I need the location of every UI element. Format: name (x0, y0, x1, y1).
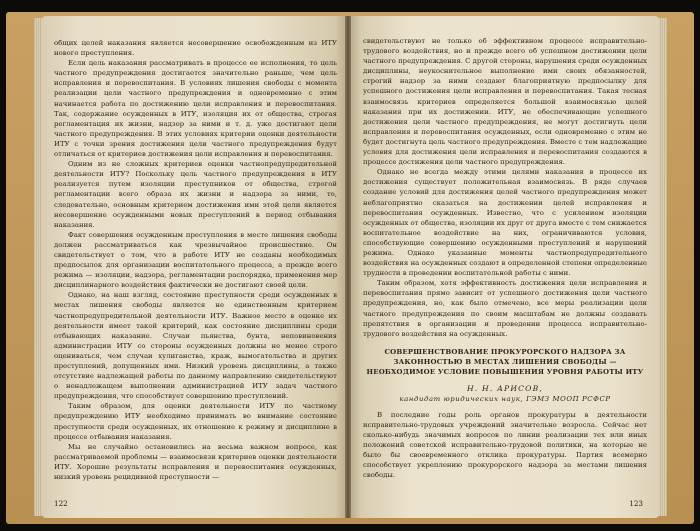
paragraph: свидетельствуют не только об эффективном процессе исправительно-трудового воздействия, но и прежде всего об успешном достижении цели частного предупреждения. С другой стороны, нарушения среди осужденных дисциплины, неукоснительное выполнение ими своих обязанностей, строгий надзор за ними создают благоприятную предпосылку для успешного достижения цели исправления и перевоспитания. Такая тесная взаимосвязь критериев определяется большой взаимосвязью целей наказания при их достижении. ИТУ, не обеспечивающие успешного достижения цели частного предупреждения, не могут достигнуть цели исправления и перевоспитания осужденных, если одновременно с этим не будет достигнута цель частного предупреждения. Вместе с тем надлежащие условия для достижения цели исправления и перевоспитания создаются в процессе достижения цели частного предупреждения. (363, 37, 647, 167)
article-heading: СОВЕРШЕНСТВОВАНИЕ ПРОКУРОРСКОГО НАДЗОРА ЗА ЗАКОННОСТЬЮ В МЕСТАХ ЛИШЕНИЯ СВОБОДЫ — НЕОБХОДИМОЕ УСЛОВИЕ ПОВЫШЕНИЯ УРОВНЯ РАБОТЫ ИТУ (366, 347, 644, 376)
left-page (42, 16, 347, 518)
paragraph: Одним из не сложных критериев оценки частнопредупредительной деятельности ИТУ? Поскольку цель частного предупреждения в ИТУ реализуется путем изоляции преступников от общества, строгой регламентации всего образа их жизни и надзора за ними, то, следовательно, основным критерием достижения ими этой цели является несовершение осужденными новых преступлений в период отбывания наказания. (54, 160, 337, 229)
paragraph: В последние годы роль органов прокуратуры в деятельности исправительно-трудовых учреждений значительно возросла. Сейчас нет сколько-нибудь значимых вопросов по линии реализации тех или иных положений советской исправительно-трудовой политики, на которые не было бы своевременного отклика прокуратуры. Партия всемерно способствует укреплению прокурорского надзора за местами лишения свободы. (363, 410, 647, 480)
right-page (349, 16, 659, 518)
author-affiliation: кандидат юридических наук, ГЭМЗ МООП РСФСР (399, 394, 611, 403)
paragraph: Мы не случайно остановились на весьма важном вопросе, как рассматриваемой проблемы — взаимосвязи критериев оценки деятельности ИТУ. Хорошие результаты исправления и перевоспитания осужденных, низкий уровень рецидивной преступности — (54, 442, 337, 482)
paragraph: Факт совершения осужденным преступления в месте лишения свободы должен рассматриваться как чрезвычайное происшествие. Он свидетельствует о том, что в работе ИТУ не созданы необходимых предпосылок для организации воспитательного процесса, а прежде всего режима — изоляции, надзора, регламентации распорядка, применения мер дисциплинарного воздействия фактически не достигают своей цели. (54, 230, 337, 290)
paragraph: Если цель наказания рассматривать в процессе ее исполнения, то цель частного предупреждения достигается значительно раньше, чем цель исправления и перевоспитания. В условиях лишения свободы с момента реализации цели частного предупреждения и одновременно с этим начинается работа по достижению цели исправления и перевоспитания. Так, содержание осужденных в ИТУ, изоляция их от общества, строгая регламентация их жизни, надзор за ними и т. д. уже достигают цели частного предупреждения. В этих условиях критерии оценки деятельности ИТУ с точки зрения достижения цели частного предупреждения будут отличаться от критериев достижения цели исправления и перевоспитания. (54, 59, 337, 159)
right-page-number: 123 (629, 499, 643, 508)
paragraph: Таким образом, для оценки деятельности ИТУ по частному предупреждению ИТУ необходимо принимать во внимание состояние преступности среди осужденных, их отношение к режиму и дисциплине в процессе отбывания наказания. (54, 402, 337, 441)
book-gutter (345, 16, 351, 518)
left-page-number: 122 (54, 499, 68, 508)
article-author: Н. Н. АРИСОВ, (466, 383, 543, 393)
paragraph: Таким образом, хотя эффективность достижения цели исправления и перевоспитания прямо зависит от успешного достижения цели частного предупреждения, но, как было отмечено, все меры реализации цели частного предупреждения по своим масштабам не должны создавать препятствия в организации и проведении процесса исправительно-трудового воздействия на осужденных. (363, 279, 647, 338)
right-page-text (363, 36, 647, 480)
paragraph: Однако, на наш взгляд, состояние преступности среди осужденных в местах лишения свободы является не единственным критерием частнопредупредительной деятельности ИТУ. Важное место в оценке их деятельности имеет такой критерий, как состояние дисциплины среди отбывающих наказание. Случаи пьянства, бунта, неповиновения администрации ИТУ со стороны осужденных должны не менее строго оцениваться, чем случаи хулиганства, краж, вымогательства и других преступлений, допущенных ими. Низкий уровень дисциплины, а также отсутствие надлежащей работы по данному направлению свидетельствуют о ненадлежащем выполнении администрацией ИТУ задач частного предупреждения, что способствует совершению преступлений. (54, 291, 337, 401)
paragraph: Однако не всегда между этими целями наказания в процессе их достижения существует положительная взаимосвязь. В ряде случаев создание условий для достижения целей частного предупреждения может неблагоприятно сказаться на достижении целей исправления и перевоспитания осужденных. Известно, что с усилением изоляции осужденных от общества, изоляции их друг от друга вместе с тем снижается воспитательное воздействие на них, ограничиваются условия, способствующие совершению осужденными преступлений и нарушений режима. Однако указанные моменты частнопредупредительного воздействия на осужденных создают в определенной степени определенные трудности в проведении воспитательной работы с ними. (363, 168, 647, 278)
left-page-text (54, 38, 337, 482)
paragraph: общих целей наказания является несовершение освобожденным из ИТУ нового преступления. (54, 39, 337, 58)
